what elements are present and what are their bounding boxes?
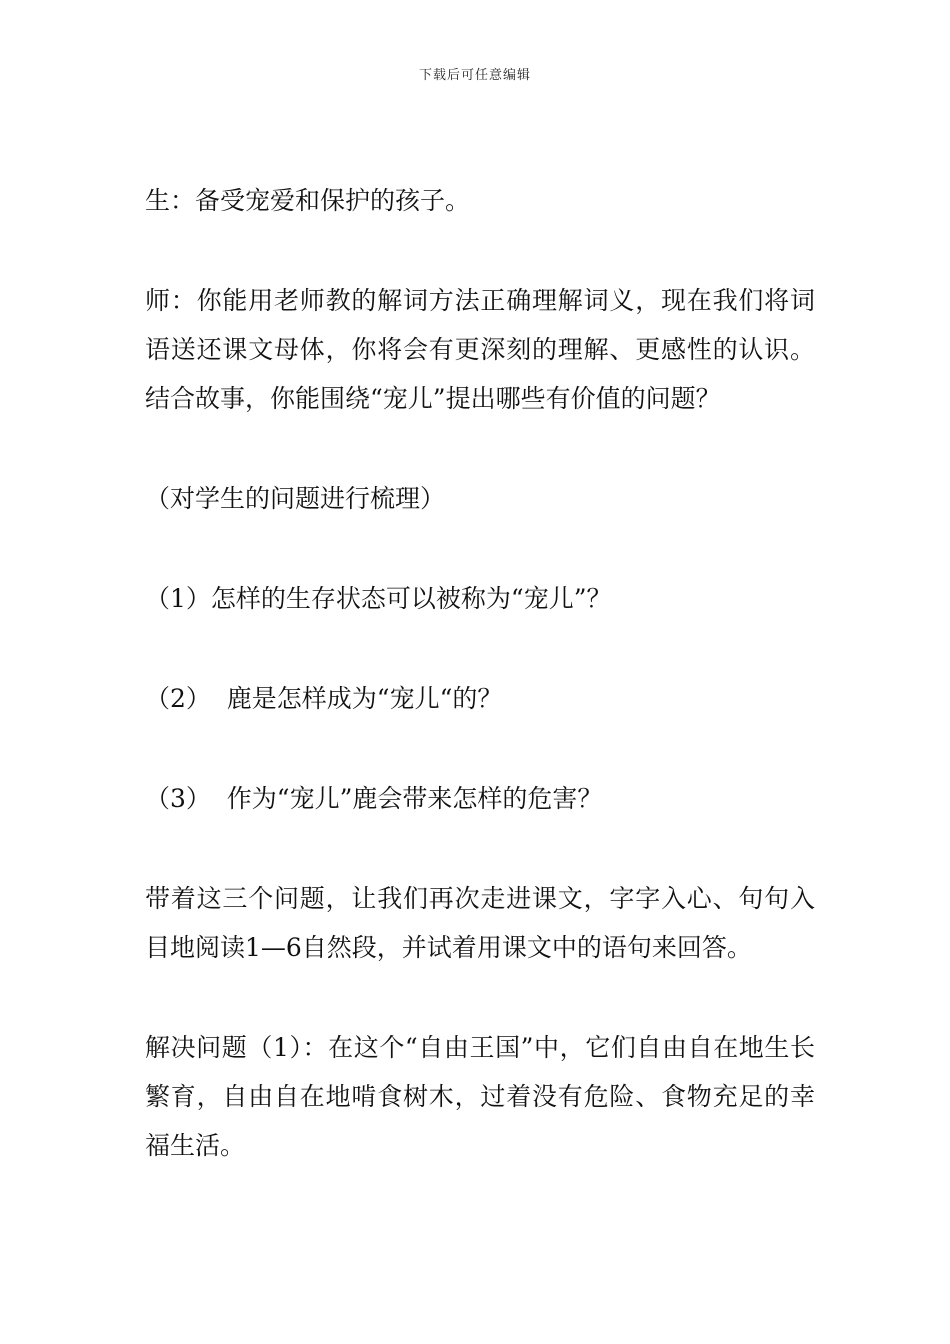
question-1: （1）怎样的生存状态可以被称为“宠儿”？	[145, 584, 612, 613]
page-header: 下载后可任意编辑	[418, 68, 531, 83]
paragraph-answer-1: 解决问题（1）：在这个“自由王国”中，它们自由自在地生长繁育，自由自在地啃食树木，过着没有危险、食物充足的幸福生活。	[145, 1033, 815, 1160]
paragraph-teacher-question: 师：你能用老师教的解词方法正确理解词义，现在我们将词语送还课文母体，你将会有更深刻的理解、更感性的认识。结合故事，你能围绕“宠儿”提出哪些有价值的问题？	[145, 286, 815, 413]
paragraph-reading-instruction: 带着这三个问题，让我们再次走进课文，字字入心、句句入目地阅读1—6自然段，并试着用课文中的语句来回答。	[145, 884, 815, 962]
paragraph-sorting-note: （对学生的问题进行梳理）	[145, 484, 446, 513]
question-3: （3） 作为“宠儿”鹿会带来怎样的危害？	[145, 784, 603, 813]
question-2: （2） 鹿是怎样成为“宠儿“的？	[145, 684, 503, 713]
paragraph-student-answer: 生：备受宠爱和保护的孩子。	[145, 186, 471, 215]
document-body	[145, 176, 815, 1170]
